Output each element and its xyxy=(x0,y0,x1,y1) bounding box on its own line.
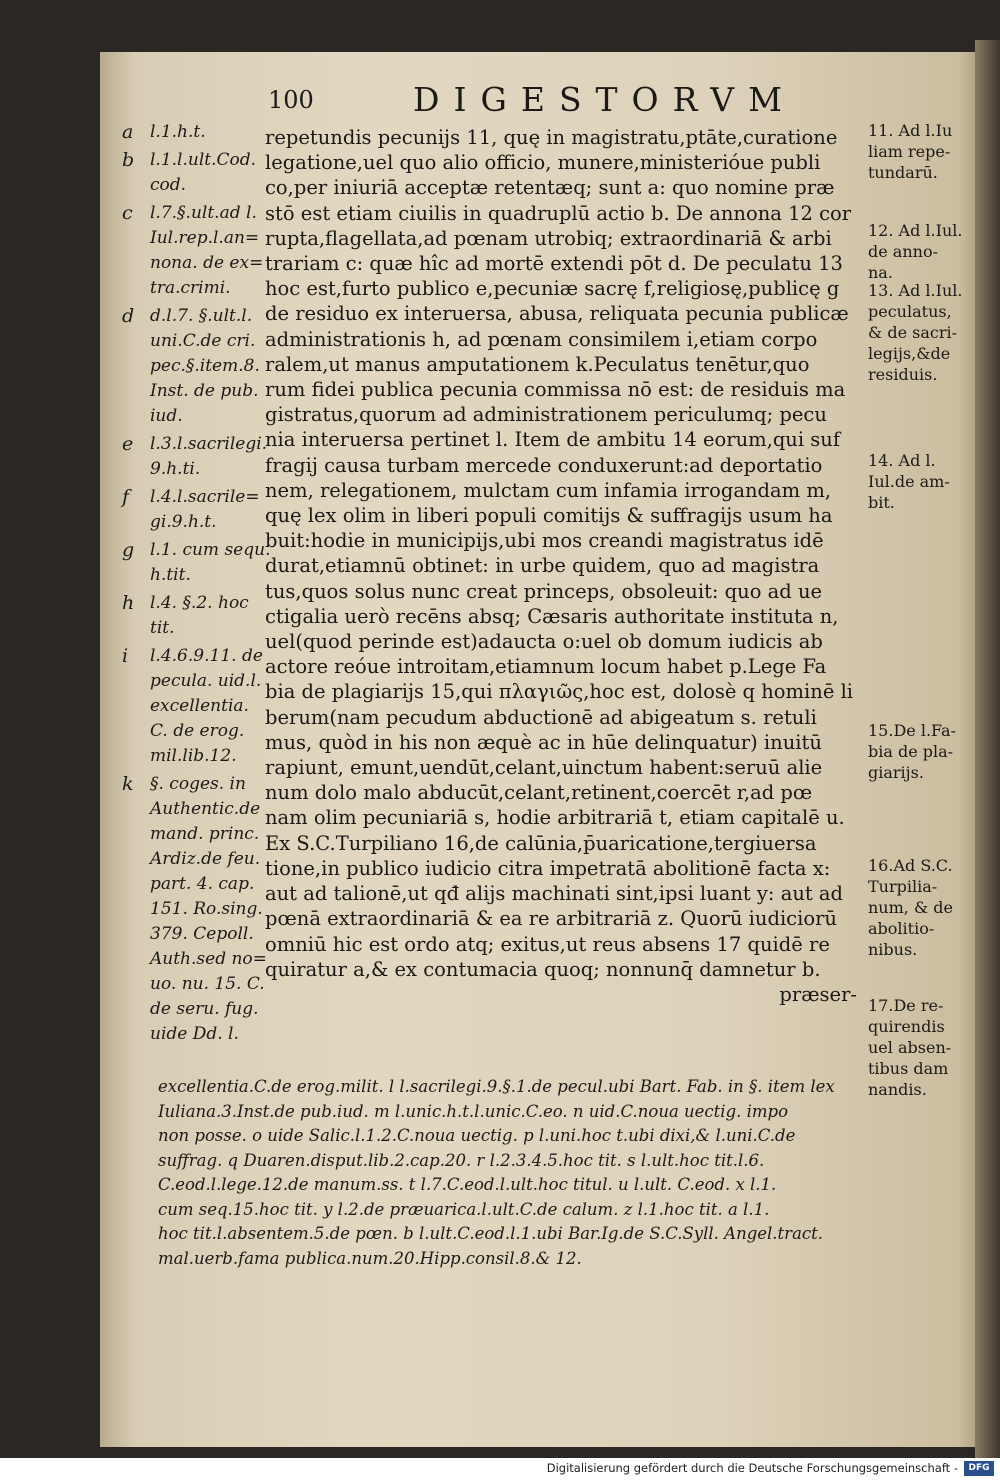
text-line: quiratur a,& ex contumacia quoq; nonnunq̄ damnetur b. xyxy=(265,957,821,981)
footnote-line: hoc tit.l.absentem.5.de pœn. b l.ult.C.eod.l.1.ubi Bar.Ig.de S.C.Syll. Angel.tract. xyxy=(158,1224,824,1243)
footnote-line: excellentia.C.de erog.milit. l l.sacrilegi.9.§.1.de pecul.ubi Bart. Fab. in §. item lex xyxy=(158,1077,835,1096)
running-title: DIGESTORVM xyxy=(413,80,796,119)
left-note xyxy=(122,201,272,301)
left-note xyxy=(122,538,272,588)
page-edge xyxy=(975,40,1000,1458)
note-text: §. coges. in Authentic.de mand. princ. Ardiz.de feu. part. 4. cap. 151. Ro.sing. 379. Cepoll. Auth.sed no= uo. nu. 15. C. de seru. fug. uide Dd. l. xyxy=(150,774,267,1044)
side-note: 14. Ad l. Iul.de am- bit. xyxy=(868,451,950,512)
page-number: 100 xyxy=(268,86,314,114)
side-note: 15.De l.Fa- bia de pla- giarijs. xyxy=(868,721,956,782)
note-text: l.1.h.t. xyxy=(150,122,206,142)
note-letter: e xyxy=(122,433,134,455)
text-line: nam olim pecuniariā s, hodie arbitrariā t, etiam capitalē u. xyxy=(265,806,845,830)
text-line: num dolo malo abducūt,celant,retinent,coercēt r,ad pœ xyxy=(265,781,813,805)
note-letter: h xyxy=(122,592,135,614)
note-text: l.4.l.sacrile= gi.9.h.t. xyxy=(150,487,260,532)
text-line: gistratus,quorum ad administrationem periculumq; pecu xyxy=(265,403,827,427)
side-note: 16.Ad S.C. Turpilia- num, & de abolitio- nibus. xyxy=(868,856,953,959)
text-line: rapiunt, emunt,uendūt,celant,uinctum habent:seruū alie xyxy=(265,756,823,780)
note-text: d.l.7. §.ult.l. uni.C.de cri. pec.§.item.8. Inst. de pub. iud. xyxy=(150,306,260,426)
note-text: l.7.§.ult.ad l. Iul.rep.l.an= nona. de ex= tra.crimi. xyxy=(150,203,264,298)
left-margin-notes xyxy=(122,120,272,1050)
footnote-line: suffrag. q Duaren.disput.lib.2.cap.20. r l.2.3.4.5.hoc tit. s l.ult.hoc tit.l.6. xyxy=(158,1150,765,1170)
text-line: rum fidei publica pecunia commissa nō est: de residuis ma xyxy=(265,378,846,402)
footnote-line: cum seq.15.hoc tit. y l.2.de præuarica.l.ult.C.de calum. z l.1.hoc tit. a l.1. xyxy=(158,1199,770,1219)
side-note: 11. Ad l.Iu liam repe- tundarū. xyxy=(868,121,953,182)
text-line: administrationis h, ad pœnam consimilem i,etiam corpo xyxy=(265,327,818,351)
text-line: bia de plagiarijs 15,qui πλαγιῶς,hoc est, dolosè q hominē li xyxy=(265,680,854,704)
note-text: l.3.l.sacrilegi. 9.h.ti. xyxy=(150,434,268,479)
footnotes xyxy=(158,1075,878,1271)
text-line: nia interuersa pertinet l. Item de ambitu 14 eorum,qui suf xyxy=(265,428,841,452)
footnote-line: C.eod.l.lege.12.de manum.ss. t l.7.C.eod.l.ult.hoc titul. u l.ult. C.eod. x l.1. xyxy=(158,1175,777,1194)
side-note: 12. Ad l.Iul. de anno- na. xyxy=(868,221,963,282)
text-line: præser- xyxy=(779,982,857,1006)
text-line: legatione,uel quo alio officio, munere,ministerióue publi xyxy=(265,151,821,175)
page-header xyxy=(268,80,796,120)
text-line: stō est etiam ciuilis in quadruplū actio b. De annona 12 cor xyxy=(265,201,852,225)
side-note: 17.De re- quirendis uel absen- tibus dam nandis. xyxy=(868,996,952,1099)
text-line: buit:hodie in municipijs,ubi mos creandi magistratus idē xyxy=(265,529,824,553)
footnote-line: mal.uerb.fama publica.num.20.Hipp.consil.8.& 12. xyxy=(158,1248,582,1268)
text-line: trariam c: quæ hîc ad mortē extendi pōt d. De peculatu 13 xyxy=(265,252,843,276)
note-letter: f xyxy=(122,486,130,508)
text-line: omniū hic est ordo atq; exitus,ut reus absens 17 quidē re xyxy=(265,932,830,956)
note-letter: a xyxy=(122,121,134,143)
footnote-line: non posse. o uide Salic.l.1.2.C.noua uectig. p l.uni.hoc t.ubi dixi,& l.uni.C.de xyxy=(158,1126,796,1145)
text-line: ralem,ut manus amputationem k.Peculatus tenētur,quo xyxy=(265,352,810,376)
text-line: Ex S.C.Turpiliano 16,de calūnia,p̄uaricatione,tergiuersa xyxy=(265,831,817,855)
text-line: pœnā extraordinariā & ea re arbitrariā z. Quorū iudiciorū xyxy=(265,907,837,931)
text-line: repetundis pecunijs 11, quę in magistratu,ptāte,curatione xyxy=(265,126,838,149)
left-note xyxy=(122,772,272,1047)
text-line: durat,etiamnū obtinet: in urbe quidem, quo ad magistra xyxy=(265,554,820,578)
left-note xyxy=(122,591,272,641)
note-letter: b xyxy=(122,149,135,171)
left-note xyxy=(122,485,272,535)
left-note xyxy=(122,120,272,145)
note-letter: k xyxy=(122,773,134,795)
note-letter: g xyxy=(122,539,135,561)
left-note xyxy=(122,148,272,198)
text-line: quę lex olim in liberi populi comitijs & suffragijs usum ha xyxy=(265,504,833,528)
text-line: tione,in publico iudicio citra impetratā abolitionē facta x: xyxy=(265,856,831,880)
left-note xyxy=(122,304,272,429)
footnote-line: Iuliana.3.Inst.de pub.iud. m l.unic.h.t.l.unic.C.eo. n uid.C.noua uectig. impo xyxy=(158,1101,789,1121)
text-line: aut ad talionē,ut qđ alijs machinati sint,ipsi luant y: aut ad xyxy=(265,882,844,906)
note-text: l.1. cum sequ. h.tit. xyxy=(150,540,271,585)
note-text: l.4.6.9.11. de pecula. uid.l. excellentia. C. de erog. mil.lib.12. xyxy=(150,646,263,766)
text-line: actore reóue introitam,etiamnum locum habet p.Lege Fa xyxy=(265,655,827,679)
side-note: 13. Ad l.Iul. peculatus, & de sacri- legijs,&de residuis. xyxy=(868,281,963,384)
text-line: tus,quos solus nunc creat princeps, obsoleuit: quo ad ue xyxy=(265,579,823,603)
footer-credit-text: Digitalisierung gefördert durch die Deutsche Forschungsgemeinschaft - xyxy=(546,1461,958,1475)
text-line: rupta,flagellata,ad pœnam utrobiq; extraordinariā & arbi xyxy=(265,226,832,250)
main-text-column xyxy=(265,125,865,1007)
text-line: mus, quòd in his non æquè ac in hūe delinquatur) inuitū xyxy=(265,730,822,754)
text-line: fragij causa turbam mercede conduxerunt:ad deportatio xyxy=(265,453,823,477)
text-line: uel(quod perinde est)adaucta o:uel ob domum iudicis ab xyxy=(265,630,823,654)
text-line: de residuo ex interuersa, abusa, reliquata pecunia publicæ xyxy=(265,302,849,326)
text-line: berum(nam pecudum abductionē ad abigeatum s. retuli xyxy=(265,705,817,729)
note-text: l.4. §.2. hoc tit. xyxy=(150,593,249,638)
note-text: l.1.l.ult.Cod. cod. xyxy=(150,150,257,195)
text-line: hoc est,furto publico e,pecuniæ sacrę f,religiosę,publicę g xyxy=(265,277,840,301)
note-letter: d xyxy=(122,305,135,327)
note-letter: i xyxy=(122,645,129,667)
text-line: ctigalia uerò recēns absq; Cæsaris authoritate instituta n, xyxy=(265,604,839,628)
left-note xyxy=(122,432,272,482)
digitization-footer xyxy=(0,1458,1000,1480)
text-line: nem, relegationem, mulctam cum infamia irrogandam m, xyxy=(265,478,832,502)
note-letter: c xyxy=(122,202,133,224)
dfg-logo: DFG xyxy=(964,1461,994,1476)
left-note xyxy=(122,644,272,769)
text-line: co,per iniuriā acceptæ retentæq; sunt a: quo nomine præ xyxy=(265,176,835,200)
